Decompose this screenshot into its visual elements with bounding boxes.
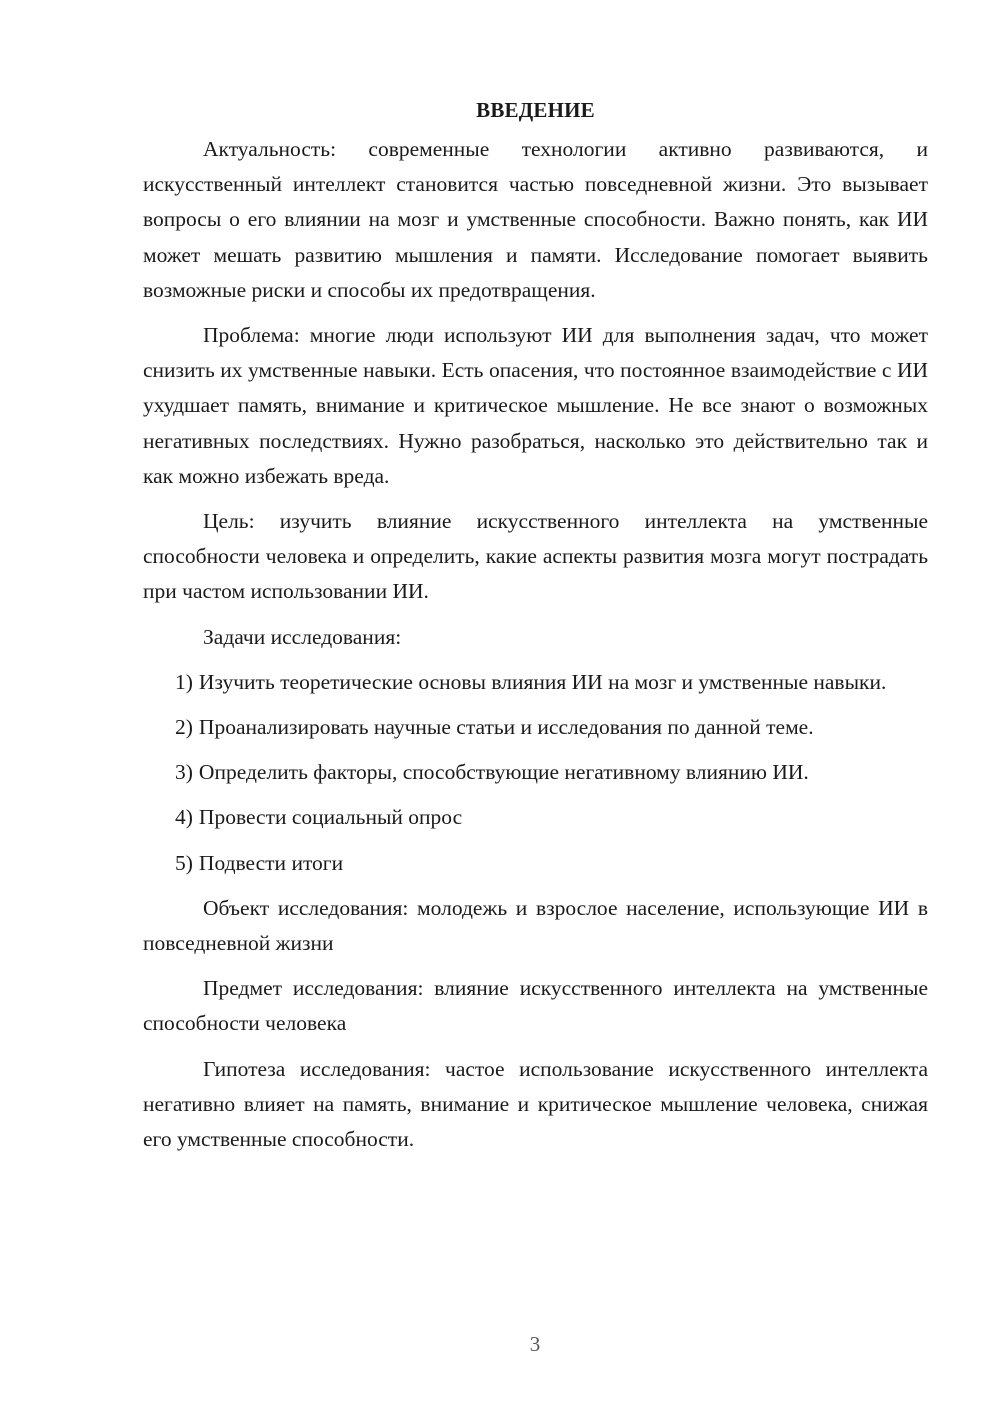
task-number: 4)	[175, 805, 193, 830]
task-item-5	[143, 846, 928, 881]
section-heading: ВВЕДЕНИЕ	[476, 98, 595, 122]
task-item-4	[143, 800, 928, 835]
task-number: 1)	[175, 669, 193, 694]
task-item-3	[143, 755, 928, 790]
task-text: Подвести итоги	[198, 850, 344, 875]
task-text: Изучить теоретические основы влияния ИИ на мозг и умственные навыки.	[198, 669, 887, 694]
page-number: 3	[529, 1332, 541, 1356]
task-number: 3)	[175, 760, 193, 785]
paragraph-hypothesis: Гипотеза исследования: частое использование искусственного интеллекта негативно влияет на память, внимание и критическое мышление человека, снижая его умственные способности.	[143, 1056, 928, 1152]
tasks-title: Задачи исследования:	[203, 624, 402, 649]
task-text: Провести социальный опрос	[198, 805, 463, 830]
task-text: Определить факторы, способствующие негативному влиянию ИИ.	[198, 760, 809, 785]
paragraph-subject: Предмет исследования: влияние искусственного интеллекта на умственные способности человека	[143, 976, 928, 1036]
page-content	[143, 92, 928, 1167]
paragraph-problem: Проблема: многие люди используют ИИ для выполнения задач, что может снизить их умственные навыки. Есть опасения, что постоянное взаимодействие с ИИ ухудшает память, внимание и критическое мышление. Не все знают о возможных негативных последствиях. Нужно разобраться, насколько это действительно так и как можно избежать вреда.	[143, 323, 928, 488]
task-number: 2)	[175, 715, 193, 740]
task-item-2	[143, 710, 928, 745]
task-text: Проанализировать научные статьи и исследования по данной теме.	[198, 715, 814, 740]
paragraph-object: Объект исследования: молодежь и взрослое население, использующие ИИ в повседневной жизни	[143, 895, 928, 956]
paragraph-goal: Цель: изучить влияние искусственного интеллекта на умственные способности человека и определить, какие аспекты развития мозга могут пострадать при частом использовании ИИ.	[143, 509, 928, 604]
paragraph-relevance: Актуальность: современные технологии активно развиваются, и искусственный интеллект становится частью повседневной жизни. Это вызывает вопросы о его влиянии на мозг и умственные способности. Важно понять, как ИИ может мешать развитию мышления и памяти. Исследование помогает выявить возможные риски и способы их предотвращения.	[143, 137, 928, 302]
task-item-1	[143, 665, 928, 700]
task-number: 5)	[175, 850, 193, 875]
